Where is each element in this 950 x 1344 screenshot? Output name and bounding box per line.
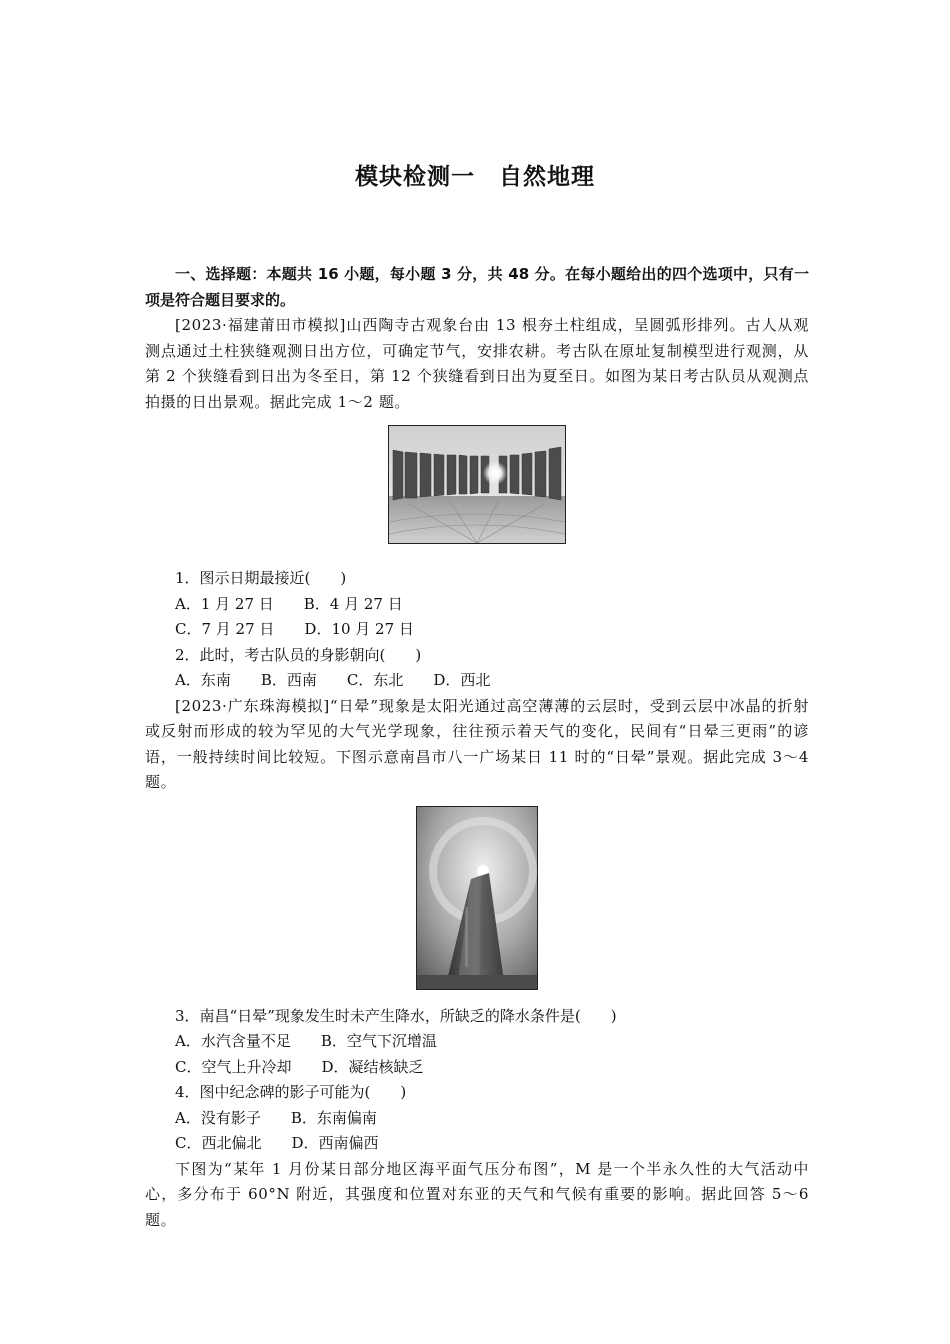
section-header: 一、选择题：本题共 16 小题，每小题 3 分，共 48 分。在每小题给出的四个选项中，只有一项是符合题目要求的。 — [145, 265, 809, 309]
question-1-options-row-2: C．7 月 27 日 D．10 月 27 日 — [175, 620, 414, 638]
question-2-options-row-1: A．东南 B．西南 C．东北 D．西北 — [175, 671, 491, 689]
passage-3: 下图为“某年 1 月份某日部分地区海平面气压分布图”，M 是一个半永久性的大气活动中心，多分布于 60°N 附近，其强度和位置对东亚的天气和气候有重要的影响。据此回答 5～6 题。 — [145, 1159, 809, 1229]
passage-1: [2023·福建莆田市模拟]山西陶寺古观象台由 13 根夯土柱组成，呈圆弧形排列。古人从观测点通过土柱狭缝观测日出方位，可确定节气，安排农耕。考古队在原址复制模型进行观测，从第 2 个狭缝看到日出为冬至日，第 12 个狭缝看到日出为夏至日。如图为某日考古队员从观测点拍摄的日出景观。据此完成 1～2 题。 — [145, 316, 809, 411]
question-4-stem: 4．图中纪念碑的影子可能为( ) — [175, 1083, 407, 1101]
sunrise-observatory-photo — [388, 425, 566, 544]
question-1-stem: 1．图示日期最接近( ) — [175, 569, 347, 587]
passage-2: [2023·广东珠海模拟]“日晕”现象是太阳光通过高空薄薄的云层时，受到云层中冰晶的折射或反射而形成的较为罕见的大气光学现象，往往预示着天气的变化，民间有“日晕三更雨”的谚语，一般持续时间比较短。下图示意南昌市八一广场某日 11 时的“日晕”景观。据此完成 3～4 题。 — [145, 696, 809, 791]
question-3-options-row-1: A．水汽含量不足 B．空气下沉增温 — [175, 1032, 437, 1050]
question-1-options-row-1: A．1 月 27 日 B．4 月 27 日 — [175, 594, 403, 613]
question-3-stem: 3．南昌“日晕”现象发生时未产生降水，所缺乏的降水条件是( ) — [175, 1006, 617, 1025]
question-2-stem: 2．此时，考古队员的身影朝向( ) — [175, 645, 422, 664]
sun-halo-monument-photo — [416, 806, 538, 990]
question-4-options-row-1: A．没有影子 B．东南偏南 — [175, 1108, 377, 1127]
page-title: 模块检测一 自然地理 — [355, 164, 595, 190]
question-4-options-row-2: C．西北偏北 D．西南偏西 — [175, 1134, 379, 1152]
content — [145, 262, 809, 1233]
question-3-options-row-2: C．空气上升冷却 D．凝结核缺乏 — [175, 1057, 424, 1076]
